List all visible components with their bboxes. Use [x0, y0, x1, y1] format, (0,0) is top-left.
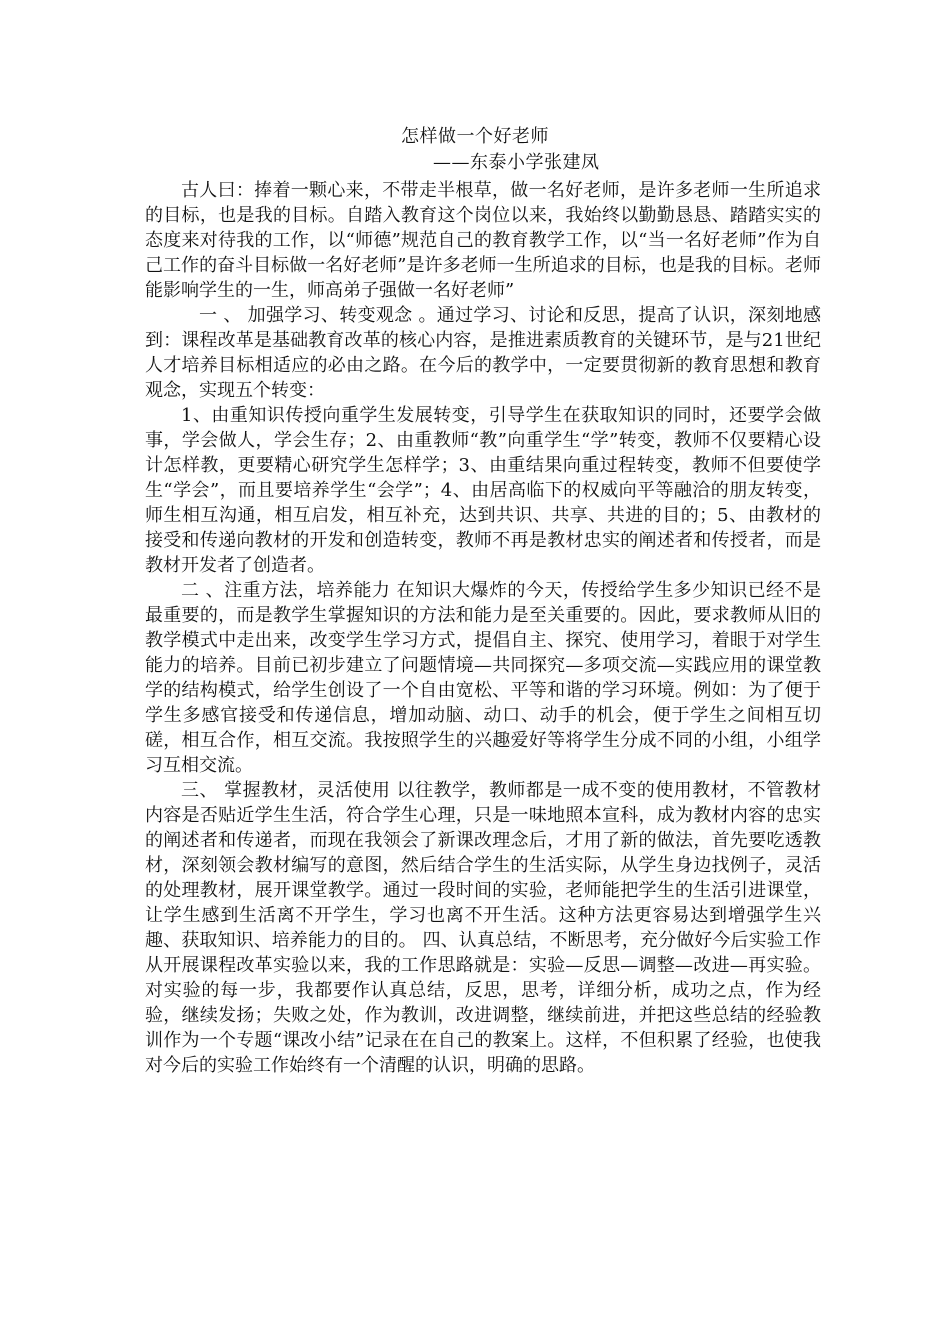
document-title: 怎样做一个好老师 — [401, 126, 549, 147]
paragraph-five-changes: 1、由重知识传授向重学生发展转变，引导学生在获取知识的同时，还要学会做事，学会做人，学会生存；2、由重教师“教”向重学生“学”转变，教师不仅要精心设计怎样教，更要精心研究学生怎样学；3、由重结果向重过程转变，教师不但要使学生“学会”，而且要培养学生“会学”；4、由居高临下的权威向平等融洽的朋友转变，师生相互沟通，相互启发，相互补充，达到共识、共享、共进的目的；5、由教材的接受和传递向教材的开发和创造转变，教师不再是教材忠实的阐述者和传授者，而是教材开发者了创造者。 — [145, 405, 821, 576]
paragraph-section-1: 一 、 加强学习、转变观念 。通过学习、讨论和反思，提高了认识，深刻地感到：课程改革是基础教育改革的核心内容，是推进素质教育的关键环节，是与21世纪人才培养目标相适应的必由之路。在今后的教学中，一定要贯彻新的教育思想和教育观念，实现五个转变： — [145, 305, 821, 401]
paragraph-section-2: 二 、注重方法，培养能力 在知识大爆炸的今天，传授给学生多少知识已经不是最重要的，而是教学生掌握知识的方法和能力是至关重要的。因此，要求教师从旧的教学模式中走出来，改变学生学习方式，提倡自主、探究、使用学习，着眼于对学生能力的培养。目前已初步建立了问题情境—共同探究—多项交流—实践应用的课堂教学的结构模式，给学生创设了一个自由宽松、平等和谐的学习环境。例如：为了便于学生多感官接受和传递信息，增加动脑、动口、动手的机会，便于学生之间相互切磋，相互合作，相互交流。我按照学生的兴趣爱好等将学生分成不同的小组，小组学习互相交流。 — [145, 580, 821, 776]
document-body — [145, 178, 821, 1078]
paragraph-section-3-4: 三、 掌握教材，灵活使用 以往教学，教师都是一成不变的使用教材，不管教材内容是否贴近学生生活，符合学生心理，只是一味地照本宣科，成为教材内容的忠实的阐述者和传递者，而现在我领会了新课改理念后，才用了新的做法，首先要吃透教材，深刻领会教材编写的意图，然后结合学生的生活实际，从学生身边找例子，灵活的处理教材，展开课堂教学。通过一段时间的实验，老师能把学生的生活引进课堂，让学生感到生活离不开学生，学习也离不开生活。这种方法更容易达到增强学生兴趣、获取知识、培养能力的目的。 四、认真总结，不断思考，充分做好今后实验工作 从开展课程改革实验以来，我的工作思路就是：实验—反思—调整—改进—再实验。对实验的每一步，我都要作认真总结，反思，思考，详细分析，成功之点，作为经验，继续发扬；失败之处，作为教训，改进调整，继续前进，并把这些总结的经验教训作为一个专题“课改小结”记录在在自己的教案上。这样，不但积累了经验，也使我对今后的实验工作始终有一个清醒的认识，明确的思路。 — [145, 780, 821, 1076]
document-subtitle: ——东泰小学张建凤 — [433, 152, 600, 173]
paragraph-intro: 古人曰：捧着一颗心来，不带走半根草，做一名好老师，是许多老师一生所追求的目标，也是我的目标。自踏入教育这个岗位以来，我始终以勤勤恳恳、踏踏实实的态度来对待我的工作，以“师德”规范自己的教育教学工作，以“当一名好老师”作为自己工作的奋斗目标做一名好老师”是许多老师一生所追求的目标，也是我的目标。老师能影响学生的一生，师高弟子强做一名好老师” — [145, 180, 821, 301]
